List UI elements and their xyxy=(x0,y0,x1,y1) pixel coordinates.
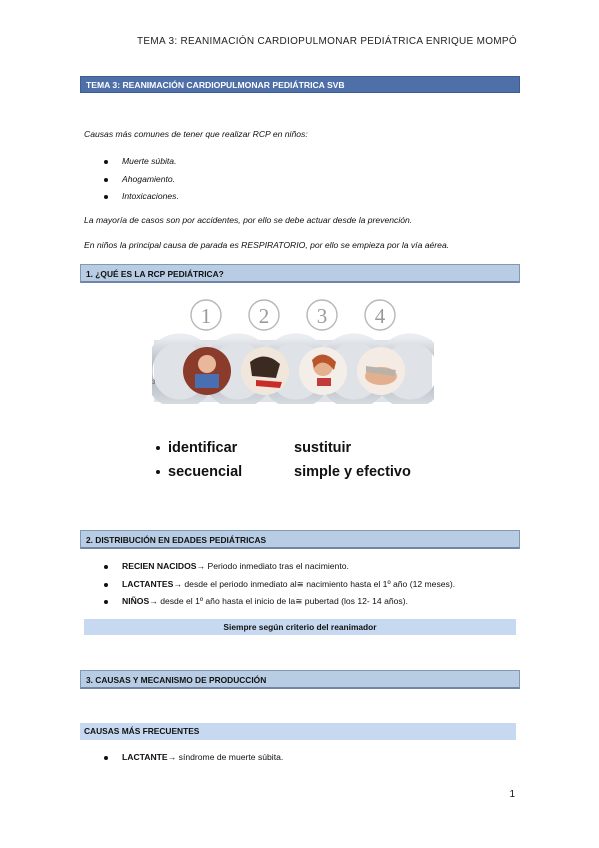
term: LACTANTE xyxy=(122,752,168,762)
list-item: Intoxicaciones. xyxy=(102,188,179,206)
caption-simple-efectivo: simple y efectivo xyxy=(294,464,411,480)
intro-lead: Causas más comunes de tener que realizar RCP en niños: xyxy=(84,129,308,139)
step-number: 3 xyxy=(316,304,328,328)
definition: desde el 1º año hasta el inicio de la≅ pubertad (los 12- 14 años). xyxy=(157,596,408,606)
document-title-bar: TEMA 3: REANIMACIÓN CARDIOPULMONAR PEDIÁTRICA SVB xyxy=(80,76,520,93)
frequent-causes-list xyxy=(102,749,283,767)
intro-paragraph-2: En niños la principal causa de parada es RESPIRATORIO, por ello se empieza por la vía aérea. xyxy=(84,240,450,250)
term: NIÑOS xyxy=(122,596,150,606)
list-item xyxy=(102,576,455,594)
section-2-heading: 2. DISTRIBUCIÓN EN EDADES PEDIÁTRICAS xyxy=(80,530,520,549)
list-item xyxy=(102,749,283,767)
caption-secuencial xyxy=(156,464,242,480)
definition: síndrome de muerte súbita. xyxy=(176,752,284,762)
step-number: 4 xyxy=(374,304,386,328)
photo-detail xyxy=(198,355,216,373)
arrow: → xyxy=(173,578,182,589)
bullet-dot xyxy=(156,470,160,474)
caption-identificar xyxy=(156,440,237,456)
subsection-heading: CAUSAS MÁS FRECUENTES xyxy=(80,723,516,740)
list-item: Ahogamiento. xyxy=(102,171,179,189)
age-distribution-list xyxy=(102,558,455,611)
term: RECIEN NACIDOS xyxy=(122,561,197,571)
section-1-heading: 1. ¿QUÉ ES LA RCP PEDIÁTRICA? xyxy=(80,264,520,283)
definition: desde el periodo inmediato al≅ nacimiento hasta el 1º año (12 meses). xyxy=(182,578,456,589)
definition: Periodo inmediato tras el nacimiento. xyxy=(205,561,349,571)
caption-text: identificar xyxy=(168,440,238,456)
arrow: → xyxy=(167,752,177,762)
page-number: 1 xyxy=(509,789,515,800)
intro-paragraph-1: La mayoría de casos son por accidentes, por ello se debe actuar desde la prevención. xyxy=(84,215,413,225)
causes-list xyxy=(102,153,179,206)
criteria-note: Siempre según criterio del reanimador xyxy=(84,619,516,635)
chain-rings-image xyxy=(152,296,434,404)
step-number: 1 xyxy=(200,304,212,328)
list-item xyxy=(102,593,455,611)
running-header: TEMA 3: REANIMACIÓN CARDIOPULMONAR PEDIÁTRICA ENRIQUE MOMPÓ xyxy=(137,36,517,47)
caption-sustituir: sustituir xyxy=(294,440,352,456)
step-number: 2 xyxy=(258,304,270,328)
chain-of-survival-figure xyxy=(152,296,434,490)
section-3-heading: 3. CAUSAS Y MECANISMO DE PRODUCCIÓN xyxy=(80,670,520,689)
list-item xyxy=(102,558,455,576)
term: LACTANTES xyxy=(122,578,174,589)
arrow: → xyxy=(196,561,206,571)
photo-detail xyxy=(195,374,219,388)
bullet-dot xyxy=(156,446,160,450)
side-mark: 3 xyxy=(152,380,156,386)
list-item: Muerte súbita. xyxy=(102,153,179,171)
caption-text: secuencial xyxy=(168,464,243,480)
photo-detail xyxy=(317,378,331,386)
arrow: → xyxy=(149,596,158,606)
